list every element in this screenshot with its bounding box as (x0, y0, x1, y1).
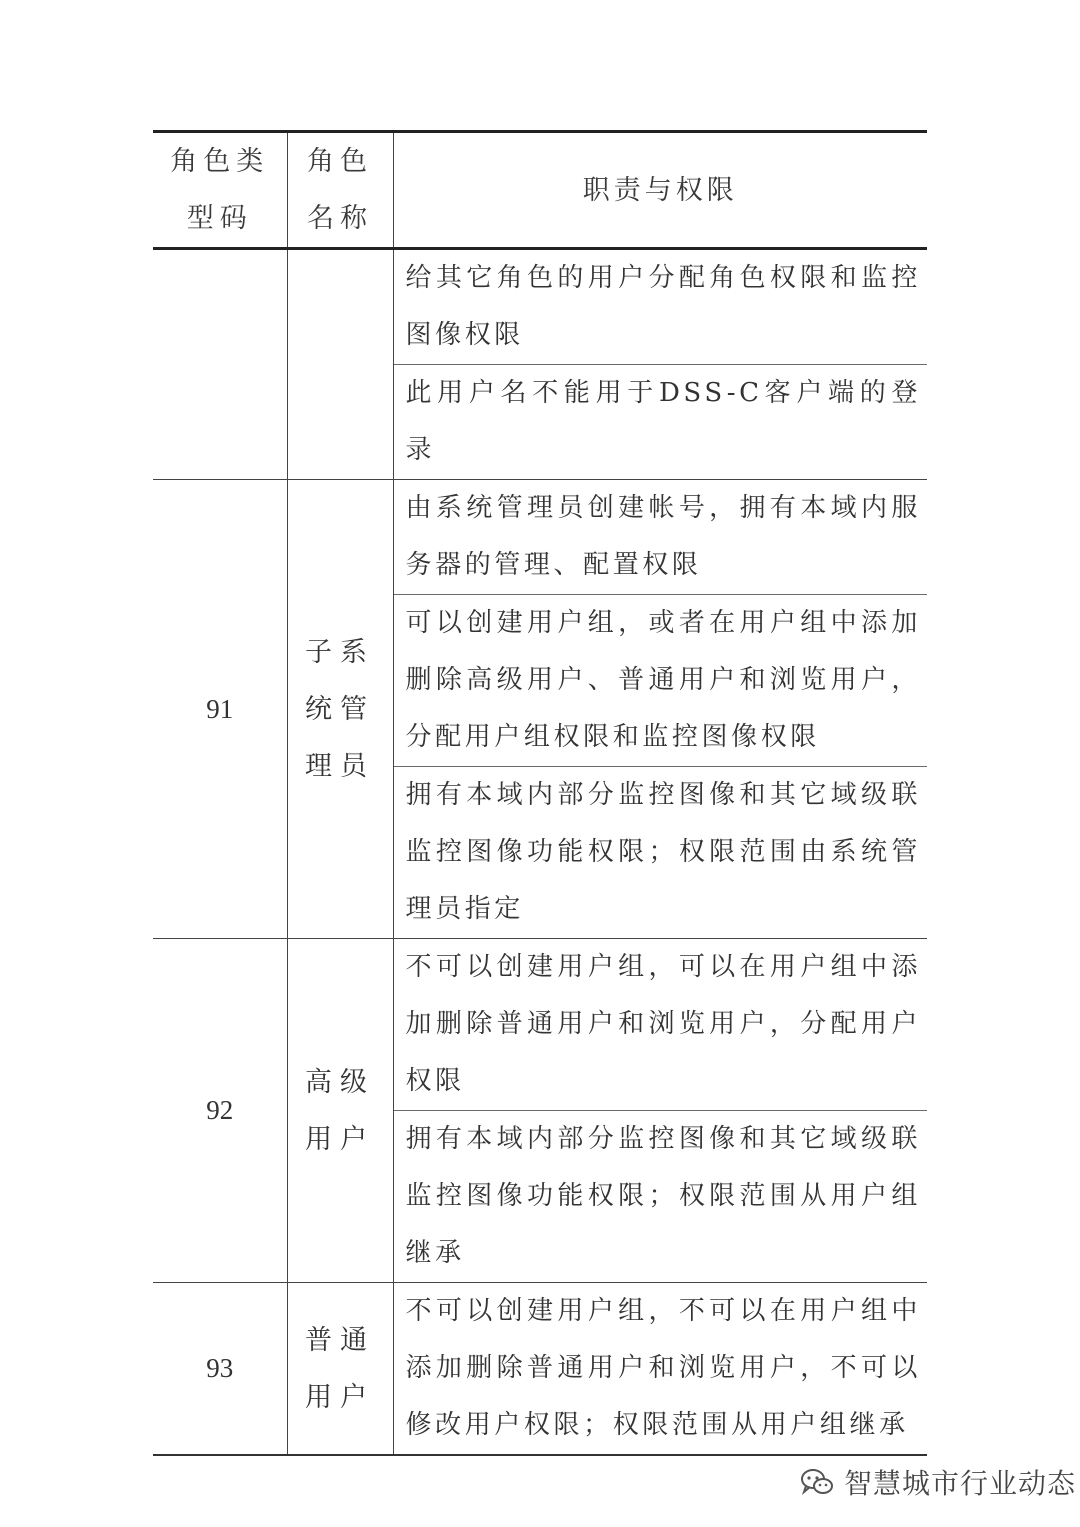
role-name-line1: 普通 (305, 1324, 375, 1356)
header-role-name-line1: 角色 (307, 146, 373, 177)
duty-item: 拥有本域内部分监控图像和其它域级联监控图像功能权限；权限范围从用户组继承 (405, 1124, 921, 1268)
role-group-91 (153, 480, 927, 939)
role-name (287, 249, 393, 480)
header-role-name-line2: 名称 (307, 203, 373, 234)
role-name (287, 939, 393, 1283)
duty-item: 给其它角色的用户分配角色权限和监控图像权限 (393, 249, 927, 365)
header-duties: 职责与权限 (582, 174, 738, 206)
role-group-92 (153, 939, 927, 1283)
watermark-text: 智慧城市行业动态 (844, 1467, 1077, 1500)
duty-item: 不可以创建用户组，不可以在用户组中添加删除普通用户和浏览用户，不可以修改用户权限；权限范围从用户组继承 (405, 1296, 921, 1440)
header-role-type-code (153, 132, 287, 249)
duty-item: 由系统管理员创建帐号，拥有本域内服务器的管理、配置权限 (393, 480, 927, 595)
wechat-icon (800, 1467, 834, 1497)
role-code: 93 (153, 1283, 287, 1456)
role-code: 92 (153, 939, 287, 1283)
header-role-type-code-line2: 型码 (186, 203, 253, 234)
role-name (287, 480, 393, 939)
role-group-93 (153, 1283, 927, 1456)
role-name-line1: 子系 (305, 636, 375, 668)
table-header (153, 132, 927, 249)
role-name-line2: 用户 (305, 1123, 375, 1155)
role-permission-table (153, 130, 927, 1456)
role-name-line2: 统管 (305, 693, 375, 725)
duty-item: 可以创建用户组，或者在用户组中添加删除高级用户、普通用户和浏览用户，分配用户组权限和监控图像权限 (393, 595, 927, 767)
duty-item: 此用户名不能用于DSS-C客户端的登录 (405, 378, 921, 465)
role-code (153, 249, 287, 480)
header-role-type-code-line1: 角色类 (170, 146, 270, 177)
duty-item: 拥有本域内部分监控图像和其它域级联监控图像功能权限；权限范围由系统管理员指定 (405, 780, 921, 924)
header-role-name (287, 132, 393, 249)
role-name-line2: 用户 (305, 1381, 375, 1413)
duty-item: 不可以创建用户组，可以在用户组中添加删除普通用户和浏览用户，分配用户权限 (393, 939, 927, 1111)
role-name-line1: 高级 (305, 1066, 375, 1098)
watermark (800, 1462, 1076, 1502)
role-code: 91 (153, 480, 287, 939)
role-name-line3: 理员 (305, 750, 375, 782)
role-group-continued (153, 249, 927, 480)
role-name (287, 1283, 393, 1456)
